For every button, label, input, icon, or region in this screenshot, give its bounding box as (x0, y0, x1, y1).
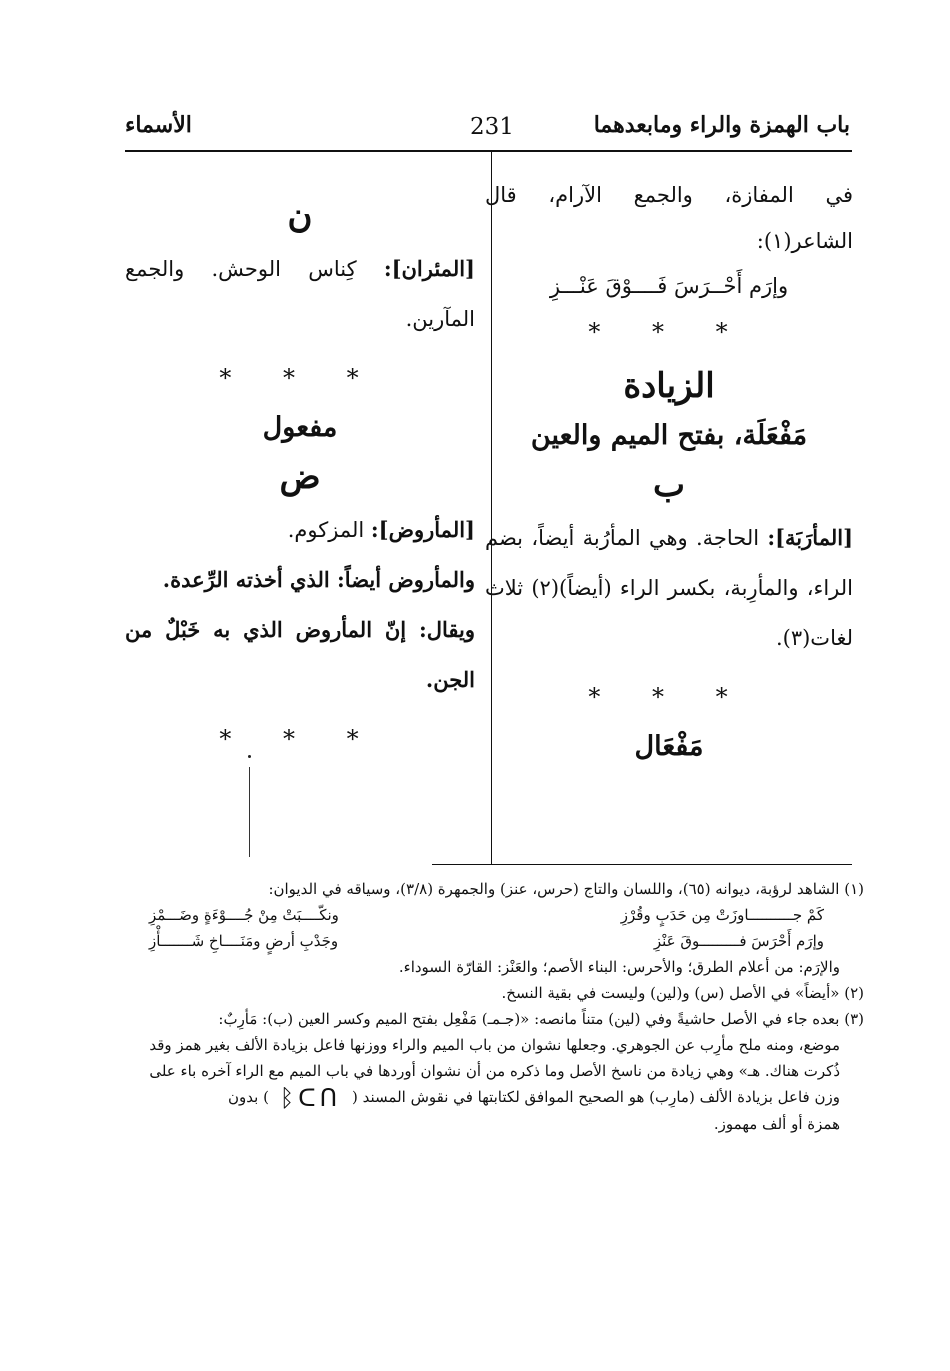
entry-text: كِناس الوحش. والجمع المآرين. (125, 257, 475, 331)
running-header (125, 112, 850, 148)
chapter-title: باب الهمزة والراء ومابعدهما (593, 112, 850, 138)
text-cursor-mark (248, 755, 251, 860)
separator-stars: * * * (219, 364, 381, 392)
cursor-line (249, 767, 250, 857)
cursor-dot (248, 755, 251, 758)
section-heading: الزيادة (623, 366, 715, 406)
footnote-3-line: ذُكرت هناك. هـ» وهي زيادة من ناسخ الأصل وما ذكره من أن نشوان أوردها في باب الميم مع الراء آخره باء على (149, 1062, 840, 1080)
entry-text: الحاجة. وهي المأرُبة أيضاً، بضم الراء، والمأرِبة، بكسر الراء (أيضاً)(٢) ثلاث لغات(٣). (485, 526, 854, 650)
footnote-3-line: همزة أو ألف مهموز. (713, 1115, 840, 1133)
hemistich: كَمْ جــــــــــاوزَتْ مِن حَدَبٍ وقُرْزِ (620, 906, 824, 924)
letter-heading: ب (652, 465, 685, 505)
hemistich: وإرَم أَحْرَسَ فـــــــــوقَ عَنْزِ (653, 932, 824, 950)
poem-line (129, 902, 864, 928)
pattern-heading: مفعول (262, 412, 338, 443)
entry-lemma: [المئران]: (383, 256, 475, 281)
letter-heading: ن (287, 196, 313, 236)
footnote-text: ) بدون (228, 1088, 269, 1106)
footnote-1-gloss: والإرَم: من أعلام الطرق؛ والأحرس: البناء الأصم؛ والعَنْز: القارّة السوداء. (398, 958, 840, 976)
dictionary-entry (125, 244, 475, 344)
right-column (485, 172, 853, 776)
footnotes (129, 876, 864, 1137)
letter-heading: ض (279, 457, 321, 497)
separator-stars: * * * (588, 318, 750, 346)
footnote-3-line (129, 1084, 864, 1111)
entry-lemma: [المأروض]: (370, 517, 475, 542)
entry-line: ويقال: إنّ المأروض الذي به خَبْلٌ من الجن. (125, 617, 475, 692)
hemistich: وجَدْبِ أرضٍ ومَنَــــاخِ شَـــــــأْزِ (149, 932, 339, 950)
left-column (125, 190, 475, 773)
musnad-script-glyphs: ᛒᑕᑎ (279, 1084, 342, 1112)
poem-line (129, 928, 864, 954)
verse-line: وإرَم أَحْــرَسَ فَــــوْقَ عَنْـــزِ (549, 274, 789, 298)
hemistich: ونكّــــبَتْ مِنْ جُــــوْءَةٍ وضَـــمْزِ (149, 906, 339, 924)
footnote-text: وزن فاعل بزيادة الألف (مارِب) هو الصحيح الموافق لكتابتها في نقوش المسند ( (352, 1088, 840, 1106)
footnote-3-line: موضع، ومنه ملح مأرِب عن الجوهري. وجعلها نشوان من باب الميم والراء ووزنها فاعل بزيادة الألف بغير همز وقد (149, 1036, 840, 1054)
separator-stars: * * * (588, 683, 750, 711)
entry-text: المزكوم. (287, 518, 365, 542)
dictionary-entry (485, 513, 853, 663)
separator-stars: * * * (219, 725, 381, 753)
footnote-3: (٣) بعده جاء في الأصل حاشيةً وفي (لين) متناً مانصه: «(جـمـ) مَفْعِل بفتح الميم وكسر العين (ب): مَأرِبٌ: (218, 1010, 864, 1028)
footnote-2: (٢) «أيضاً» في الأصل (س) و(لين) وليست في بقية النسخ. (501, 984, 864, 1002)
page-number: 231 (470, 114, 514, 140)
footnote-1: (١) الشاهد لرؤبة، ديوانه (٦٥)، واللسان والتاج (حرس، عنز) والجمهرة (٣/٨)، وسياقه في الديوان: (268, 880, 864, 898)
section-title: الأسماء (125, 112, 192, 138)
dictionary-entry (125, 505, 475, 555)
entry-lemma: [المأرَبَة]: (767, 525, 853, 550)
footnote-divider (432, 864, 852, 865)
intro-line: في المفازة، والجمع الآرام، قال الشاعر(١): (485, 183, 853, 253)
entry-line: والمأروض أيضاً: الذي أخذته الرِّعدة. (162, 567, 475, 592)
header-divider (125, 150, 852, 152)
pattern-heading: مَفْعَال (634, 731, 704, 762)
pattern-heading: مَفْعَلَة، بفتح الميم والعين (530, 420, 808, 451)
